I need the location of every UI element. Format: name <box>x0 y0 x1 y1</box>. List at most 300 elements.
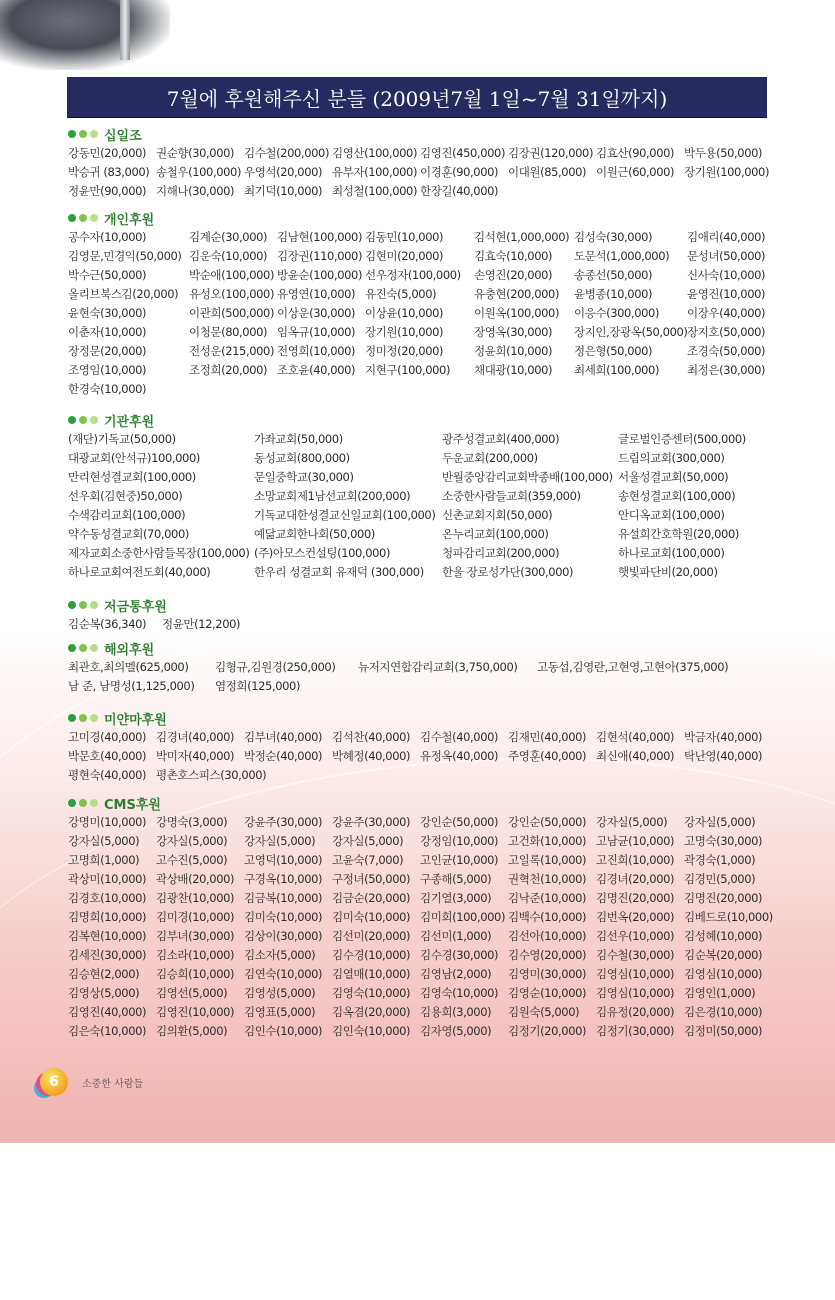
section-6 <box>68 794 773 1042</box>
donor-entry: 동성교회(800,000) <box>254 451 350 465</box>
donor-row <box>68 545 725 564</box>
donor-row <box>68 450 725 469</box>
donor-entry: 조영임(10,000) <box>68 363 147 377</box>
donor-entry: 김영남(2,000) <box>420 967 492 981</box>
donor-entry: 권순향(30,000) <box>156 146 235 160</box>
donor-entry: 수색감리교회(100,000) <box>68 508 186 522</box>
donor-row <box>68 852 756 871</box>
donor-entry: 박문호(40,000) <box>68 749 147 763</box>
donor-entry: 김백수(10,000) <box>508 910 587 924</box>
donor-row <box>68 164 770 183</box>
donor-row <box>68 526 739 545</box>
donor-row <box>68 305 766 324</box>
donor-entry: 선우정자(100,000) <box>365 268 461 282</box>
donor-entry: 김인숙(10,000) <box>332 1024 411 1038</box>
donor-entry: 최신애(40,000) <box>596 749 675 763</box>
donor-entry: 만리현성결교회(100,000) <box>68 470 196 484</box>
donor-row <box>68 286 766 305</box>
donor-entry: 박두용(50,000) <box>684 146 763 160</box>
donor-entry: 강명숙(3,000) <box>156 815 228 829</box>
donor-entry: 박수근(50,000) <box>68 268 147 282</box>
donor-entry: 김계순(30,000) <box>189 230 268 244</box>
donor-entry: 안디옥교회(100,000) <box>618 508 725 522</box>
donor-entry: 김은숙(10,000) <box>68 1024 147 1038</box>
donor-entry: 손영진(20,000) <box>474 268 553 282</box>
donor-entry: 김세진(30,000) <box>68 948 147 962</box>
donor-entry: 박순애(100,000) <box>189 268 275 282</box>
donor-entry: 올리브북스김(20,000) <box>68 287 179 301</box>
donor-row <box>68 183 499 202</box>
donor-entry: 소망교회제1남선교회(200,000) <box>254 489 411 503</box>
donor-entry: 김영상(5,000) <box>68 986 140 1000</box>
donor-entry: 이청문(80,000) <box>189 325 268 339</box>
donor-entry: 유정옥(40,000) <box>420 749 499 763</box>
donor-entry: 최성철(100,000) <box>332 184 418 198</box>
donor-entry: 김금순(20,000) <box>332 891 411 905</box>
donor-entry: 이관희(500,000) <box>189 306 275 320</box>
donor-entry: 강자실(5,000) <box>244 834 316 848</box>
donor-entry: 유부자(100,000) <box>332 165 418 179</box>
donor-entry: 곽상배(20,000) <box>156 872 235 886</box>
donor-entry: 정윤만(12,200) <box>162 617 241 631</box>
donor-entry: 김수경(10,000) <box>332 948 411 962</box>
donor-entry: 예닮교회한나회(50,000) <box>254 527 375 541</box>
donor-entry: 강명미(10,000) <box>68 815 147 829</box>
section-title: 미얀마후원 <box>104 712 167 728</box>
donor-row <box>68 488 736 507</box>
donor-entry: 고윤숙(7,000) <box>332 853 404 867</box>
donor-entry: 한장길(40,000) <box>420 184 499 198</box>
donor-entry: 김현미(20,000) <box>365 249 444 263</box>
donor-row <box>68 229 766 248</box>
donor-entry: 강동민(20,000) <box>68 146 147 160</box>
donor-entry: 유영연(10,000) <box>277 287 356 301</box>
section-3 <box>68 596 241 635</box>
donor-entry: 김명진(20,000) <box>596 891 675 905</box>
donor-entry: 김성혜(10,000) <box>684 929 763 943</box>
donor-entry: 김효숙(10,000) <box>474 249 553 263</box>
donor-entry: 최관호,최의멜(625,000) <box>68 660 189 674</box>
donor-entry: 반월중앙감리교회박종배(100,000) <box>442 470 613 484</box>
donor-entry: 박정순(40,000) <box>244 749 323 763</box>
section-5 <box>68 709 763 786</box>
donor-entry: 신사숙(10,000) <box>687 268 766 282</box>
donor-entry: 고동섭,김영란,고현영,고현아(375,000) <box>537 660 729 674</box>
donor-entry: 강자실(5,000) <box>156 834 228 848</box>
donor-entry: 약수동성결교회(70,000) <box>68 527 189 541</box>
donor-entry: (주)아모스컨설팅(100,000) <box>254 546 391 560</box>
donor-entry: 온누리교회(100,000) <box>442 527 549 541</box>
donor-entry: 김애리(40,000) <box>687 230 766 244</box>
donor-entry: 곽상미(10,000) <box>68 872 147 886</box>
donor-row <box>68 343 766 362</box>
donor-entry: 가좌교회(50,000) <box>254 432 343 446</box>
donor-entry: 선우회(김현중)50,000) <box>68 489 183 503</box>
donor-entry: 남 준, 남명성(1,125,000) <box>68 679 195 693</box>
donor-entry: 이응수(300,000) <box>574 306 660 320</box>
donor-entry: 이춘자(10,000) <box>68 325 147 339</box>
donor-entry: 강인순(50,000) <box>420 815 499 829</box>
donor-entry: 이상운(30,000) <box>277 306 356 320</box>
donor-entry: 김석찬(40,000) <box>332 730 411 744</box>
donor-entry: 장정문(20,000) <box>68 344 147 358</box>
donor-entry: 고명숙(30,000) <box>684 834 763 848</box>
donor-entry: 김남현(100,000) <box>277 230 363 244</box>
donor-entry: 권혁천(10,000) <box>508 872 587 886</box>
donor-entry: 김영순(10,000) <box>508 986 587 1000</box>
donor-entry: 유진숙(5,000) <box>365 287 437 301</box>
donor-entry: 전성운(215,000) <box>189 344 275 358</box>
donor-entry: 김명희(10,000) <box>68 910 147 924</box>
donor-entry: 김선아(10,000) <box>508 929 587 943</box>
donor-entry: 제자교회소중한사람들목장(100,000) <box>68 546 250 560</box>
donor-entry: 김부녀(30,000) <box>156 929 235 943</box>
donor-entry: 김유정(20,000) <box>596 1005 675 1019</box>
donor-entry: 김용희(3,000) <box>420 1005 492 1019</box>
section-0 <box>68 125 770 202</box>
donor-row <box>68 431 746 450</box>
donor-entry: 임옥규(10,000) <box>277 325 356 339</box>
donor-entry: 글로벌인증센터(500,000) <box>618 432 746 446</box>
donor-entry: 윤병종(10,000) <box>574 287 653 301</box>
donor-entry: 유성오(100,000) <box>189 287 275 301</box>
footer <box>40 1068 143 1096</box>
donor-row <box>68 928 763 947</box>
footer-text: 소중한 사람들 <box>82 1078 144 1090</box>
section-title: 기관후원 <box>104 414 155 430</box>
donor-entry: 김광찬(10,000) <box>156 891 235 905</box>
donor-entry: 김순복(20,000) <box>684 948 763 962</box>
donor-row <box>68 507 725 526</box>
donor-entry: 장지호(50,000) <box>687 325 766 339</box>
donor-row <box>68 729 763 748</box>
donor-entry: 두운교회(200,000) <box>442 451 538 465</box>
donor-row <box>68 890 763 909</box>
donor-entry: 김현석(40,000) <box>596 730 675 744</box>
donor-entry: 김미숙(10,000) <box>244 910 323 924</box>
section-header <box>68 411 154 429</box>
donor-row <box>68 966 763 985</box>
donor-entry: 이원옥(100,000) <box>474 306 560 320</box>
donor-entry: 고일록(10,000) <box>508 853 587 867</box>
donor-entry: 김장권(120,000) <box>508 146 594 160</box>
section-title: 십일조 <box>104 128 142 144</box>
donor-entry: 한우리 성결교회 유재덕 (300,000) <box>254 565 424 579</box>
donor-entry: 김영진(450,000) <box>420 146 506 160</box>
section-header <box>68 794 161 812</box>
donor-entry: 김형규,김원경(250,000) <box>215 660 336 674</box>
donor-entry: 김영심(10,000) <box>596 986 675 1000</box>
donor-entry: 김열매(10,000) <box>332 967 411 981</box>
donor-entry: 김운숙(10,000) <box>189 249 268 263</box>
donor-entry: 김정기(20,000) <box>508 1024 587 1038</box>
donor-entry: 김자영(5,000) <box>420 1024 492 1038</box>
donor-entry: 김영선(5,000) <box>156 986 228 1000</box>
donor-entry: 김경녀(40,000) <box>156 730 235 744</box>
donor-entry: 한울 장로성가단(300,000) <box>442 565 574 579</box>
donor-entry: 김베드로(10,000) <box>684 910 773 924</box>
donor-entry: 송철우(100,000) <box>156 165 242 179</box>
donor-entry: 김선우(10,000) <box>596 929 675 943</box>
donor-entry: 김정미(50,000) <box>684 1024 763 1038</box>
donor-entry: 기독교대한성결교신일교회(100,000) <box>254 508 436 522</box>
donor-entry: 주영훈(40,000) <box>508 749 587 763</box>
donor-entry: 김수철(30,000) <box>596 948 675 962</box>
bullet-dots-icon <box>68 799 98 807</box>
donor-entry: 정윤만(90,000) <box>68 184 147 198</box>
bullet-dots-icon <box>68 644 98 652</box>
donor-entry: 김수경(30,000) <box>420 948 499 962</box>
donor-entry: 채대광(10,000) <box>474 363 553 377</box>
donor-entry: 김소라(10,000) <box>156 948 235 962</box>
donor-row <box>68 381 154 400</box>
donor-entry: 조경숙(50,000) <box>687 344 766 358</box>
donor-entry: 김인수(10,000) <box>244 1024 323 1038</box>
donor-entry: 박미자(40,000) <box>156 749 235 763</box>
donor-row <box>68 659 729 678</box>
donor-entry: 조정희(20,000) <box>189 363 268 377</box>
donor-entry: 최기덕(10,000) <box>244 184 323 198</box>
donor-entry: 고남균(10,000) <box>596 834 675 848</box>
donor-entry: 탁난영(40,000) <box>684 749 763 763</box>
donor-entry: 서울성결교회(50,000) <box>618 470 729 484</box>
donor-row <box>68 324 766 343</box>
section-title: 해외후원 <box>104 642 155 658</box>
donor-entry: 김미희(100,000) <box>420 910 506 924</box>
donor-row <box>68 909 773 928</box>
donor-entry: 김수철(200,000) <box>244 146 330 160</box>
page-title: 7월에 후원해주신 분들 (2009년7월 1일~7월 31일까지) <box>67 77 767 117</box>
donor-entry: 신촌교회지회(50,000) <box>442 508 553 522</box>
section-title: 개인후원 <box>104 212 155 228</box>
donor-entry: 김은경(10,000) <box>684 1005 763 1019</box>
donor-entry: 소중한사람들교회(359,000) <box>442 489 581 503</box>
donor-entry: 김옥겸(20,000) <box>332 1005 411 1019</box>
section-2 <box>68 411 746 583</box>
donor-entry: 정윤희(10,000) <box>474 344 553 358</box>
donor-entry: 고건화(10,000) <box>508 834 587 848</box>
donor-entry: 김승현(2,000) <box>68 967 140 981</box>
donor-entry: 유충현(200,000) <box>474 287 560 301</box>
donor-row <box>68 833 763 852</box>
donor-row <box>68 985 756 1004</box>
donor-row <box>68 947 763 966</box>
donor-entry: 김재민(40,000) <box>508 730 587 744</box>
donor-entry: 김상이(30,000) <box>244 929 323 943</box>
donor-entry: 이경훈(90,000) <box>420 165 499 179</box>
donor-entry: 지해나(30,000) <box>156 184 235 198</box>
donor-entry: 김경호(10,000) <box>68 891 147 905</box>
donor-entry: 김미숙(10,000) <box>332 910 411 924</box>
donor-entry: 방윤순(100,000) <box>277 268 363 282</box>
donor-entry: 강자실(5,000) <box>596 815 668 829</box>
donor-entry: 김성숙(30,000) <box>574 230 653 244</box>
donor-entry: 강자실(5,000) <box>68 834 140 848</box>
donor-entry: 구정녀(50,000) <box>332 872 411 886</box>
page-number-badge: 6 <box>40 1068 68 1096</box>
donor-row <box>68 145 763 164</box>
donor-entry: 김낙준(10,000) <box>508 891 587 905</box>
donor-entry: 김영문,민경익(50,000) <box>68 249 182 263</box>
donor-entry: 공수자(10,000) <box>68 230 147 244</box>
donor-row <box>68 814 756 833</box>
donor-entry: 지현구(100,000) <box>365 363 451 377</box>
section-header <box>68 596 167 614</box>
donor-row <box>68 871 756 890</box>
donor-entry: 김영숙(10,000) <box>332 986 411 1000</box>
donor-entry: 정은형(50,000) <box>574 344 653 358</box>
donor-row <box>68 248 766 267</box>
donor-row <box>68 1023 763 1042</box>
donor-entry: 윤현숙(30,000) <box>68 306 147 320</box>
donor-entry: 곽경숙(1,000) <box>684 853 756 867</box>
donor-entry: 김영인(1,000) <box>684 986 756 1000</box>
donor-entry: 강윤주(30,000) <box>332 815 411 829</box>
donor-row <box>68 1004 763 1023</box>
donor-entry: 햇빛파단비(20,000) <box>618 565 718 579</box>
section-header <box>68 709 167 727</box>
donor-entry: 박금자(40,000) <box>684 730 763 744</box>
donor-entry: 우영석(20,000) <box>244 165 323 179</box>
donor-entry: 강자실(5,000) <box>332 834 404 848</box>
cross-decoration <box>0 0 170 70</box>
donor-entry: 김영표(5,000) <box>244 1005 316 1019</box>
donor-entry: 고미경(40,000) <box>68 730 147 744</box>
donor-entry: 김동민(10,000) <box>365 230 444 244</box>
donor-row <box>68 767 267 786</box>
donor-entry: 이상윤(10,000) <box>365 306 444 320</box>
donor-entry: 김영심(10,000) <box>684 967 763 981</box>
donor-entry: 조호윤(40,000) <box>277 363 356 377</box>
donor-entry: 이대원(85,000) <box>508 165 587 179</box>
section-title: CMS후원 <box>104 797 161 813</box>
donor-entry: 강윤주(30,000) <box>244 815 323 829</box>
donor-entry: 송현성결교회(100,000) <box>618 489 736 503</box>
donor-entry: 김연숙(10,000) <box>244 967 323 981</box>
donor-entry: 김미경(10,000) <box>156 910 235 924</box>
donor-entry: 김정기(30,000) <box>596 1024 675 1038</box>
donor-entry: 김원숙(5,000) <box>508 1005 580 1019</box>
donor-entry: 고명희(1,000) <box>68 853 140 867</box>
donor-entry: 한경숙(10,000) <box>68 382 147 396</box>
donor-row <box>68 362 766 381</box>
donor-entry: 김효산(90,000) <box>596 146 675 160</box>
donor-row <box>68 678 301 697</box>
donor-entry: 김영진(10,000) <box>156 1005 235 1019</box>
donor-entry: 김번옥(20,000) <box>596 910 675 924</box>
donor-entry: 박승귀 (83,000) <box>68 165 150 179</box>
donor-entry: 김부녀(40,000) <box>244 730 323 744</box>
donor-entry: 김선미(1,000) <box>420 929 492 943</box>
donor-entry: 김석현(1,000,000) <box>474 230 570 244</box>
donor-entry: 김복현(10,000) <box>68 929 147 943</box>
donor-entry: 평현숙(40,000) <box>68 768 147 782</box>
section-header <box>68 639 154 657</box>
donor-entry: 고영덕(10,000) <box>244 853 323 867</box>
donor-entry: 하나로교회여전도회(40,000) <box>68 565 211 579</box>
donor-entry: 김승희(10,000) <box>156 967 235 981</box>
donor-entry: 김영진(40,000) <box>68 1005 147 1019</box>
bullet-dots-icon <box>68 214 98 222</box>
donor-entry: 강인순(50,000) <box>508 815 587 829</box>
section-title: 저금통후원 <box>104 599 167 615</box>
donor-entry: 김소자(5,000) <box>244 948 316 962</box>
donor-entry: 장기원(10,000) <box>365 325 444 339</box>
donor-entry: 박혜정(40,000) <box>332 749 411 763</box>
bullet-dots-icon <box>68 130 98 138</box>
donor-row <box>68 616 241 635</box>
donor-entry: 대광교회(안석규)100,000) <box>68 451 200 465</box>
donor-row <box>68 469 729 488</box>
donor-entry: 김영성(5,000) <box>244 986 316 1000</box>
donor-entry: 장지인,장광옥(50,000) <box>574 325 688 339</box>
donor-entry: 김영산(100,000) <box>332 146 418 160</box>
donor-entry: 전영희(10,000) <box>277 344 356 358</box>
donor-entry: 강자실(5,000) <box>684 815 756 829</box>
section-header <box>68 209 154 227</box>
donor-entry: 김영숙(10,000) <box>420 986 499 1000</box>
donor-row <box>68 748 763 767</box>
donor-entry: 평촌호스피스(30,000) <box>156 768 267 782</box>
donor-entry: 고인균(10,000) <box>420 853 499 867</box>
donor-entry: 문성녀(50,000) <box>687 249 766 263</box>
donor-entry: 송종선(50,000) <box>574 268 653 282</box>
donor-entry: 장기원(100,000) <box>684 165 770 179</box>
donor-entry: 고수진(5,000) <box>156 853 228 867</box>
donor-entry: 염정희(125,000) <box>215 679 301 693</box>
bullet-dots-icon <box>68 416 98 424</box>
donor-entry: 김영심(10,000) <box>596 967 675 981</box>
donor-entry: 문일중학교(30,000) <box>254 470 354 484</box>
donor-entry: 김장권(110,000) <box>277 249 363 263</box>
donor-entry: (재단)기독교(50,000) <box>68 432 176 446</box>
donor-entry: 김명진(20,000) <box>684 891 763 905</box>
donor-entry: 드림의교회(300,000) <box>618 451 725 465</box>
donor-entry: 구종해(5,000) <box>420 872 492 886</box>
section-header <box>68 125 142 143</box>
section-1 <box>68 209 766 400</box>
donor-entry: 윤영진(10,000) <box>687 287 766 301</box>
donor-entry: 광주성결교회(400,000) <box>442 432 560 446</box>
donor-entry: 김수철(40,000) <box>420 730 499 744</box>
donor-entry: 뉴저지연합감리교회(3,750,000) <box>358 660 518 674</box>
section-4 <box>68 639 729 697</box>
bullet-dots-icon <box>68 714 98 722</box>
bullet-dots-icon <box>68 601 98 609</box>
donor-entry: 김선미(20,000) <box>332 929 411 943</box>
donor-entry: 이장우(40,000) <box>687 306 766 320</box>
donor-entry: 정미정(20,000) <box>365 344 444 358</box>
donor-entry: 최세희(100,000) <box>574 363 660 377</box>
donor-entry: 최정은(30,000) <box>687 363 766 377</box>
donor-entry: 고진희(10,000) <box>596 853 675 867</box>
donor-entry: 김경녀(20,000) <box>596 872 675 886</box>
donor-entry: 강정임(10,000) <box>420 834 499 848</box>
donor-row <box>68 267 766 286</box>
donor-entry: 김수영(20,000) <box>508 948 587 962</box>
donor-entry: 장영옥(30,000) <box>474 325 553 339</box>
donor-entry: 청파감리교회(200,000) <box>442 546 560 560</box>
donor-entry: 도문석(1,000,000) <box>574 249 670 263</box>
donor-entry: 김기열(3,000) <box>420 891 492 905</box>
donor-entry: 하나로교회(100,000) <box>618 546 725 560</box>
donor-entry: 김경민(5,000) <box>684 872 756 886</box>
donor-row <box>68 564 718 583</box>
donor-entry: 김영미(30,000) <box>508 967 587 981</box>
donor-entry: 구경옥(10,000) <box>244 872 323 886</box>
donor-entry: 김금복(10,000) <box>244 891 323 905</box>
donor-entry: 이원근(60,000) <box>596 165 675 179</box>
